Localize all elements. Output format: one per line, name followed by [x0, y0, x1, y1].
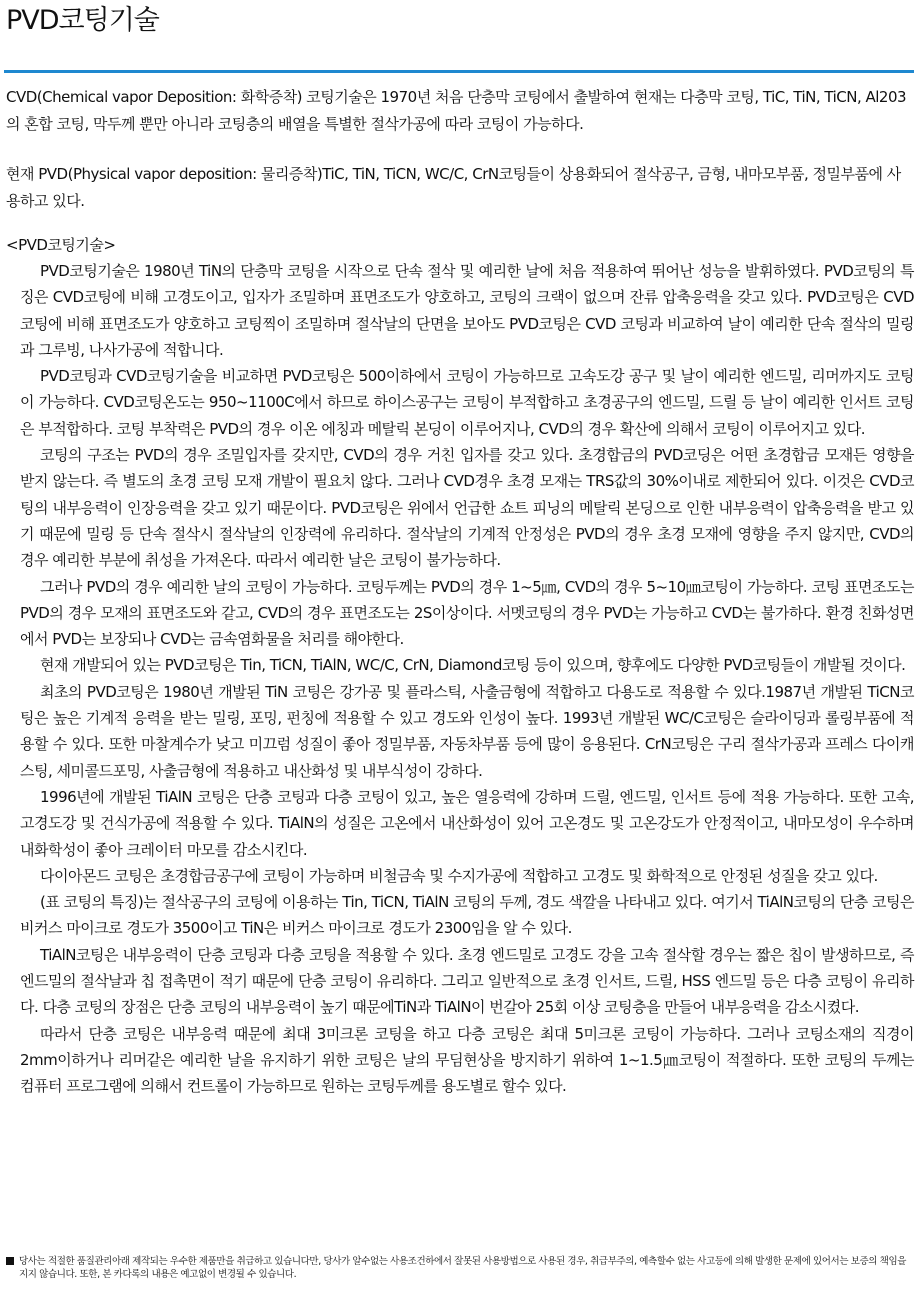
body-paragraph: 그러나 PVD의 경우 예리한 날의 코팅이 가능하다. 코팅두께는 PVD의 경우 1~5㎛, CVD의 경우 5~10㎛코팅이 가능하다. 코팅 표면조도는 PVD의 경우 모재의 표면조도와 같고, CVD의 경우 표면조도는 2S이상이다. 서멧코팅의 경우 PVD는 가능하고 CVD는 불가하다. 환경 친화성면에서 PVD는 보장되나 CVD는 금속염화물을 처리를 해야한다.	[20, 577, 914, 649]
body-paragraph: 1996년에 개발된 TiAlN 코팅은 단층 코팅과 다층 코팅이 있고, 높은 열응력에 강하며 드릴, 엔드밀, 인서트 등에 적용 가능하다. 또한 고속, 고경도강 및 건식가공에 적용할 수 있다. TiAlN의 성질은 고온에서 내산화성이 있어 고온경도 및 고온강도가 안정적이고, 내마모성이 우수하며 내화학성이 좋아 크레이터 마모를 감소시킨다.	[20, 787, 914, 859]
section-body	[6, 258, 914, 1100]
body-paragraph: 코팅의 구조는 PVD의 경우 조밀입자를 갖지만, CVD의 경우 거친 입자를 갖고 있다. 초경합금의 PVD코딩은 어떤 초경합금 모재든 영향을 받지 않는다. 즉 별도의 초경 코팅 모재 개발이 필요치 않다. 그러나 CVD경우 초경 모재는 TRS값의 30%이내로 제한되어 있다. 이것은 CVD코팅의 내부응력이 인장응력을 갖고 있기 때문이다. PVD코팅은 위에서 언급한 쇼트 피닝의 메탈릭 본딩으로 인한 내부응력이 압축응력을 받고 있기 때문에 밀링 등 단속 절삭시 절삭날의 인장력에 유리하다. 절삭날의 기계적 안정성은 PVD의 경우 초경 모재에 영향을 주지 않지만, CVD의 경우 예리한 부분에 취성을 가져온다. 따라서 예리한 날은 코팅이 불가능하다.	[20, 446, 914, 570]
body-paragraph: (표 코팅의 특징)는 절삭공구의 코팅에 이용하는 Tin, TiCN, TiAlN 코팅의 두께, 경도 색깔을 나타내고 있다. 여기서 TiAlN코팅의 단층 코팅은 비커스 마이크로 경도가 3500이고 TiN은 비커스 마이크로 경도가 2300임을 알 수 있다.	[20, 893, 914, 938]
intro-text	[6, 84, 914, 238]
body-paragraph: 현재 개발되어 있는 PVD코팅은 Tin, TiCN, TiAlN, WC/C, CrN, Diamond코팅 등이 있으며, 향후에도 다양한 PVD코팅들이 개발될 것이다.	[40, 656, 906, 675]
intro-paragraph-pvd: 현재 PVD(Physical vapor deposition: 물리증착)TiC, TiN, TiCN, WC/C, CrN코팅들이 상용화되어 절삭공구, 금형, 내마모부품, 정밀부품에 사용하고 있다.	[6, 165, 901, 210]
square-bullet-icon	[6, 1257, 14, 1265]
pvd-section	[6, 232, 914, 1100]
body-paragraph: 최초의 PVD코팅은 1980년 개발된 TiN 코팅은 강가공 및 플라스틱, 사출금형에 적합하고 다용도로 적용할 수 있다.1987년 개발된 TiCN코팅은 높은 기계적 응력을 받는 밀링, 포밍, 펀칭에 적용할 수 있고 경도와 인성이 높다. 1993년 개발된 WC/C코팅은 슬라이딩과 롤링부품에 적용할 수 있다. 또한 마찰계수가 낮고 미끄럼 성질이 좋아 정밀부품, 자동차부품 등에 많이 응용된다. CrN코팅은 구리 절삭가공과 프레스 다이캐스팅, 세미콜드포밍, 사출금형에 적용하고 내산화성 및 내부식성이 강하다.	[20, 682, 914, 780]
body-paragraph: TiAlN코팅은 내부응력이 단층 코팅과 다층 코팅을 적용할 수 있다. 초경 엔드밀로 고경도 강을 고속 절삭할 경우는 짧은 칩이 발생하므로, 즉 엔드밀의 절삭날과 칩 접촉면이 적기 때문에 단층 코팅이 유리하다. 그리고 일반적으로 초경 인서트, 드릴, HSS 엔드밀 등은 다층 코팅이 유리하다. 다층 코팅의 장점은 단층 코팅의 내부응력이 높기 때문에TiN과 TiAlN이 번갈아 25회 이상 코팅층을 만들어 내부응력을 감소시켰다.	[20, 945, 914, 1017]
title-divider	[4, 70, 914, 73]
body-paragraph: 따라서 단층 코팅은 내부응력 때문에 최대 3미크론 코팅을 하고 다층 코팅은 최대 5미크론 코팅이 가능하다. 그러나 코팅소재의 직경이 2mm이하거나 리머같은 예리한 날을 유지하기 위한 코팅은 날의 무딤현상을 방지하기 위하여 1~1.5㎛코팅이 적절하다. 또한 코팅의 두께는 컴퓨터 프로그램에 의해서 컨트롤이 가능하므로 원하는 코팅두께를 용도별로 할수 있다.	[20, 1024, 914, 1096]
body-paragraph: PVD코팅과 CVD코팅기술을 비교하면 PVD코팅은 500이하에서 코팅이 가능하므로 고속도강 공구 및 날이 예리한 엔드밀, 리머까지도 코팅이 가능하다. CVD코팅온도는 950~1100C에서 하므로 하이스공구는 코팅이 부적합하고 초경공구의 엔드밀, 드릴 등 날이 예리한 인서트 코팅은 부적합하다. 코팅 부착력은 PVD의 경우 이온 에칭과 메탈릭 본딩이 이루어지나, CVD의 경우 확산에 의해서 코팅이 이루어지고 있다.	[20, 367, 914, 438]
disclaimer-note	[4, 1255, 914, 1281]
section-heading: <PVD코팅기술>	[6, 236, 116, 254]
intro-paragraph-cvd: CVD(Chemical vapor Deposition: 화학증착) 코팅기술은 1970년 처음 단층막 코팅에서 출발하여 현재는 다층막 코팅, TiC, TiN, TiCN, Al203의 혼합 코팅, 막두께 뿐만 아니라 코팅층의 배열을 특별한 절삭가공에 따라 코팅이 가능하다.	[6, 88, 907, 133]
body-paragraph: PVD코팅기술은 1980년 TiN의 단층막 코팅을 시작으로 단속 절삭 및 예리한 날에 처음 적용하여 뛰어난 성능을 발휘하였다. PVD코팅의 특징은 CVD코팅에 비해 고경도이고, 입자가 조밀하며 표면조도가 양호하고, 코팅의 크랙이 없으며 잔류 압축응력을 갖고 있다. PVD코팅은 CVD코팅에 비해 표면조도가 양호하고 코팅찍이 조밀하며 절삭날의 단면을 보아도 PVD코팅은 CVD 코팅과 비교하여 날이 예리한 단속 절삭의 밀링과 그루빙, 나사가공에 적합니다.	[20, 262, 914, 359]
body-paragraph: 다이아몬드 코팅은 초경합금공구에 코팅이 가능하며 비철금속 및 수지가공에 적합하고 고경도 및 화학적으로 안정된 성질을 갖고 있다.	[40, 866, 878, 885]
disclaimer-text: 당사는 적절한 품질관리아래 제작되는 우수한 제품만을 취급하고 있습니다만, 당사가 알수없는 사용조건하에서 잘못된 사용방법으로 사용된 경우, 취급부주의, 예측할수 없는 사고등에 의해 발생한 문제에 있어서는 보증의 책임을 지지 않습니다. 또한, 본 카다록의 내용은 예고없이 변경될 수 있습니다.	[19, 1256, 906, 1280]
page-title: PVD코팅기술	[6, 5, 159, 36]
